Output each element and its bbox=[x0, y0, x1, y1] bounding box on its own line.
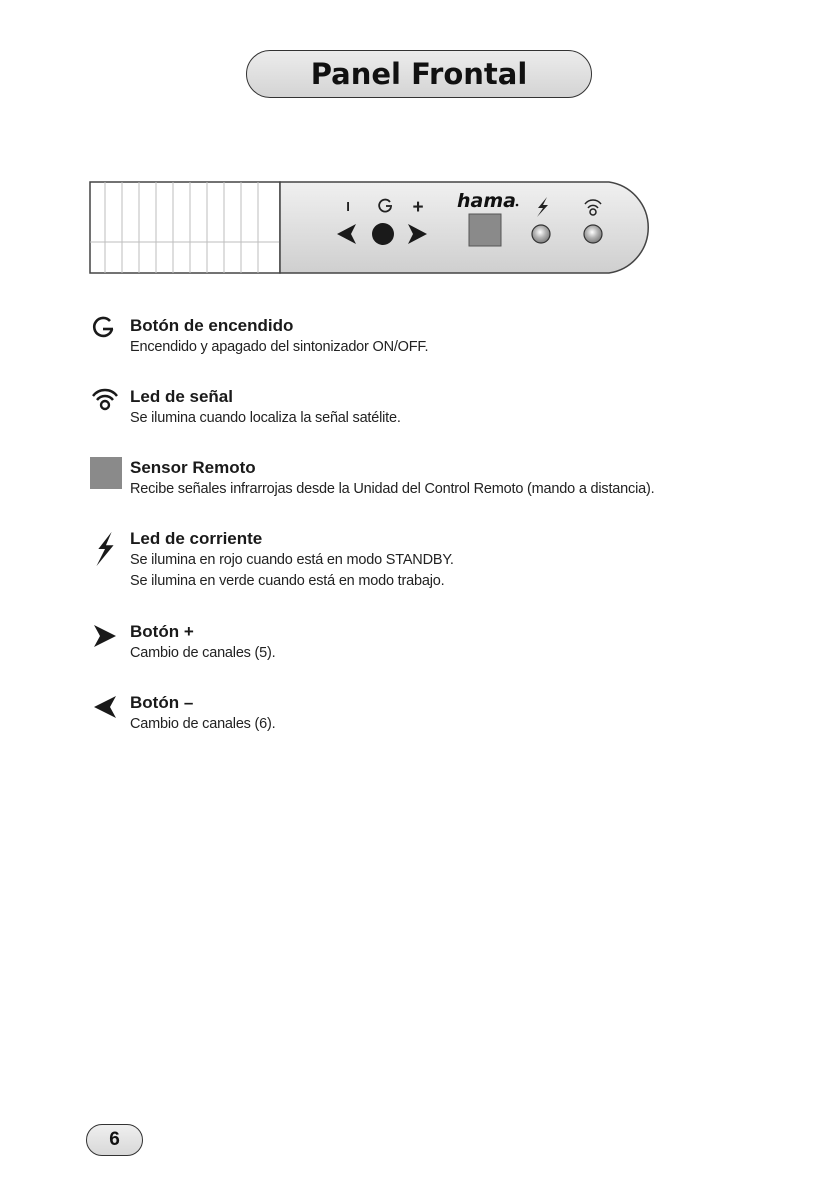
item-description: Encendido y apagado del sintonizador ON/OFF. bbox=[130, 339, 429, 355]
item-description: Cambio de canales (6). bbox=[130, 716, 276, 732]
sensor-square-icon bbox=[90, 457, 122, 489]
item-description: Se ilumina cuando localiza la señal satélite. bbox=[130, 410, 401, 426]
panel-power-button[interactable] bbox=[372, 223, 394, 245]
panel-remote-sensor bbox=[469, 214, 501, 246]
signal-icon bbox=[90, 384, 120, 414]
item-title: Botón – bbox=[130, 693, 194, 712]
front-panel-diagram bbox=[89, 181, 659, 275]
brand-logo: hama bbox=[457, 190, 516, 212]
item-title: Led de señal bbox=[130, 387, 233, 406]
arrow-right-icon bbox=[90, 622, 120, 652]
panel-signal-led bbox=[584, 225, 602, 243]
minus-label: I bbox=[346, 199, 350, 214]
item-description: Se ilumina en rojo cuando está en modo STANDBY. bbox=[130, 552, 454, 568]
power-icon bbox=[90, 315, 120, 345]
page-title: Panel Frontal bbox=[246, 50, 592, 98]
panel-power-led bbox=[532, 225, 550, 243]
item-title: Botón de encendido bbox=[130, 316, 294, 335]
item-description: Se ilumina en verde cuando está en modo trabajo. bbox=[130, 573, 445, 589]
plus-label: + bbox=[412, 197, 424, 218]
item-title: Led de corriente bbox=[130, 529, 263, 548]
front-grille bbox=[90, 182, 280, 273]
registered-mark-icon bbox=[516, 204, 519, 207]
item-description: Cambio de canales (5). bbox=[130, 645, 276, 661]
lightning-icon bbox=[90, 530, 120, 568]
item-title: Sensor Remoto bbox=[130, 458, 256, 477]
page-number: 6 bbox=[86, 1124, 143, 1156]
item-title: Botón + bbox=[130, 622, 194, 641]
arrow-left-icon bbox=[90, 693, 120, 723]
item-description: Recibe señales infrarrojas desde la Unidad del Control Remoto (mando a distancia). bbox=[130, 481, 655, 497]
